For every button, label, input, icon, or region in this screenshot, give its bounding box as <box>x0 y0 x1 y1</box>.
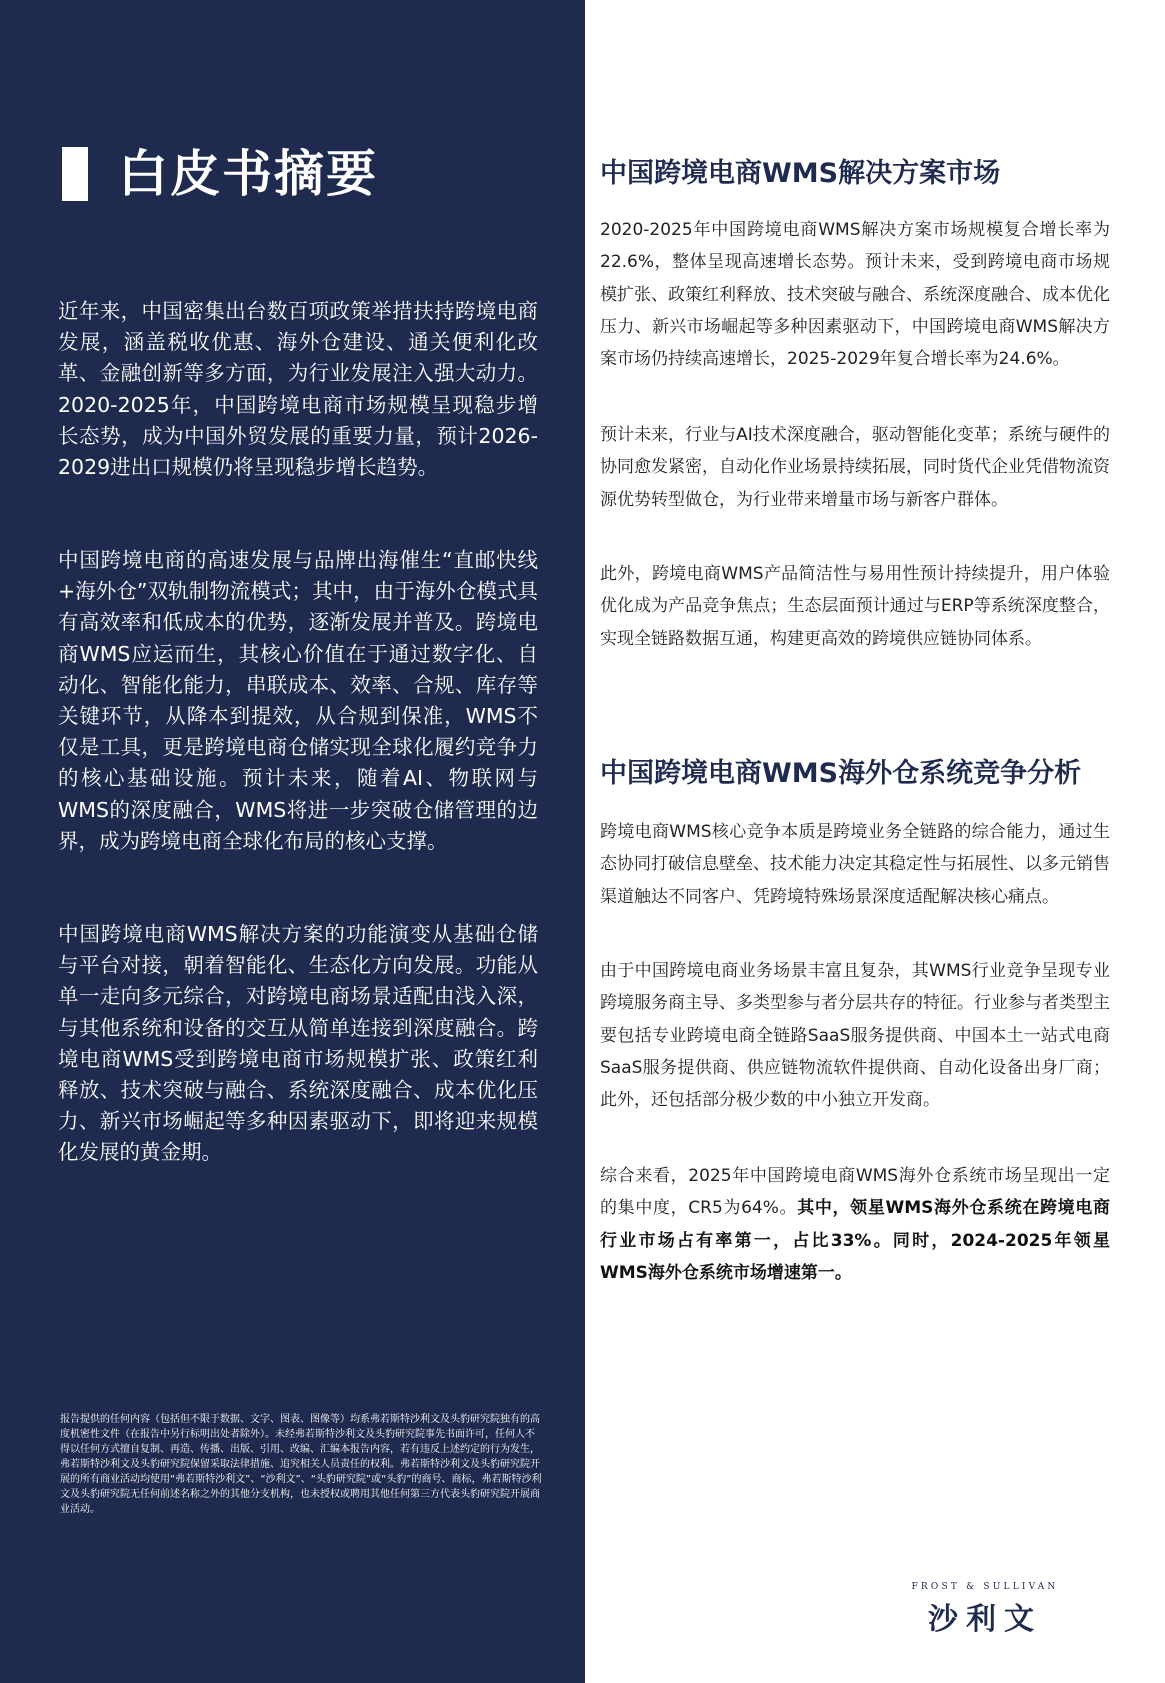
competition-paragraph-3 <box>600 1160 1110 1289</box>
frost-sullivan-logo <box>900 1582 1070 1652</box>
logo-chinese-text: 沙利文 <box>928 1602 1042 1637</box>
market-paragraph-2: 预计未来，行业与AI技术深度融合，驱动智能化变革；系统与硬件的协同愈发紧密，自动化作业场景持续拓展，同时货代企业凭借物流资源优势转型做仓，为行业带来增量市场与新客户群体。 <box>600 425 1110 510</box>
summary-paragraph-3: 中国跨境电商WMS解决方案的功能演变从基础仓储与平台对接，朝着智能化、生态化方向发展。功能从单一走向多元综合，对跨境电商场景适配由浅入深，与其他系统和设备的交互从简单连接到深度融合。跨境电商WMS受到跨境电商市场规模扩张、政策红利释放、技术突破与融合、系统深度融合、成本优化压力、新兴市场崛起等多种因素驱动下，即将迎来规模化发展的黄金期。 <box>58 922 538 1165</box>
logo-english-text: FROST & SULLIVAN <box>911 1582 1059 1592</box>
market-paragraph-1: 2020-2025年中国跨境电商WMS解决方案市场规模复合增长率为22.6%，整体呈现高速增长态势。预计未来，受到跨境电商市场规模扩张、政策红利释放、技术突破与融合、系统深度融合、成本优化压力、新兴市场崛起等多种因素驱动下，中国跨境电商WMS解决方案市场仍持续高速增长，2025-2029年复合增长率为24.6%。 <box>600 220 1110 370</box>
competition-paragraph-3-normal: 综合来看，2025年中国跨境电商WMS海外仓系统市场呈现出一定的集中度，CR5为64%。 <box>600 1166 1110 1219</box>
page-title: 白皮书摘要 <box>118 145 378 203</box>
section-title-market: 中国跨境电商WMS解决方案市场 <box>600 158 1001 189</box>
market-paragraph-3: 此外，跨境电商WMS产品简洁性与易用性预计持续提升，用户体验优化成为产品竞争焦点；生态层面预计通过与ERP等系统深度整合，实现全链路数据互通，构建更高效的跨境供应链协同体系。 <box>600 564 1110 649</box>
section-title-competition: 中国跨境电商WMS海外仓系统竞争分析 <box>600 758 1082 789</box>
title-accent-bar <box>62 147 88 201</box>
competition-paragraph-2: 由于中国跨境电商业务场景丰富且复杂，其WMS行业竞争呈现专业跨境服务商主导、多类型参与者分层共存的特征。行业参与者类型主要包括专业跨境电商全链路SaaS服务提供商、中国本土一站式电商SaaS服务提供商、供应链物流软件提供商、自动化设备出身厂商；此外，还包括部分极少数的中小独立开发商。 <box>600 961 1110 1111</box>
competition-paragraph-1: 跨境电商WMS核心竞争本质是跨境业务全链路的综合能力，通过生态协同打破信息壁垒、技术能力决定其稳定性与拓展性、以多元销售渠道触达不同客户、凭跨境特殊场景深度适配解决核心痛点。 <box>600 822 1110 907</box>
title-block <box>62 146 378 202</box>
competition-paragraph-3-bold: 其中，领星WMS海外仓系统在跨境电商行业市场占有率第一，占比33%。同时，2024-2025年领星WMS海外仓系统市场增速第一。 <box>600 1198 1110 1283</box>
summary-paragraph-1: 近年来，中国密集出台数百项政策举措扶持跨境电商发展，涵盖税收优惠、海外仓建设、通关便利化改革、金融创新等多方面，为行业发展注入强大动力。2020-2025年，中国跨境电商市场规模呈现稳步增长态势，成为中国外贸发展的重要力量，预计2026-2029进出口规模仍将呈现稳步增长趋势。 <box>58 299 538 480</box>
disclaimer-text: 报告提供的任何内容（包括但不限于数据、文字、图表、图像等）均系弗若斯特沙利文及头豹研究院独有的高度机密性文件（在报告中另行标明出处者除外）。未经弗若斯特沙利文及头豹研究院事先书面许可，任何人不得以任何方式擅自复制、再造、传播、出版、引用、改编、汇编本报告内容，若有违反上述约定的行为发生，弗若斯特沙利文及头豹研究院保留采取法律措施、追究相关人员责任的权利。弗若斯特沙利文及头豹研究院开展的所有商业活动均使用“弗若斯特沙利文”、“沙利文”、“头豹研究院”或“头豹”的商号、商标，弗若斯特沙利文及头豹研究院无任何前述名称之外的其他分支机构，也未授权或聘用其他任何第三方代表头豹研究院开展商业活动。 <box>60 1414 542 1515</box>
summary-paragraph-2: 中国跨境电商的高速发展与品牌出海催生“直邮快线+海外仓”双轨制物流模式；其中，由于海外仓模式具有高效率和低成本的优势，逐渐发展并普及。跨境电商WMS应运而生，其核心价值在于通过数字化、自动化、智能化能力，串联成本、效率、合规、库存等关键环节，从降本到提效，从合规到保准，WMS不仅是工具，更是跨境电商仓储实现全球化履约竞争力的核心基础设施。预计未来，随着AI、物联网与WMS的深度融合，WMS将进一步突破仓储管理的边界，成为跨境电商全球化布局的核心支撑。 <box>58 548 538 853</box>
